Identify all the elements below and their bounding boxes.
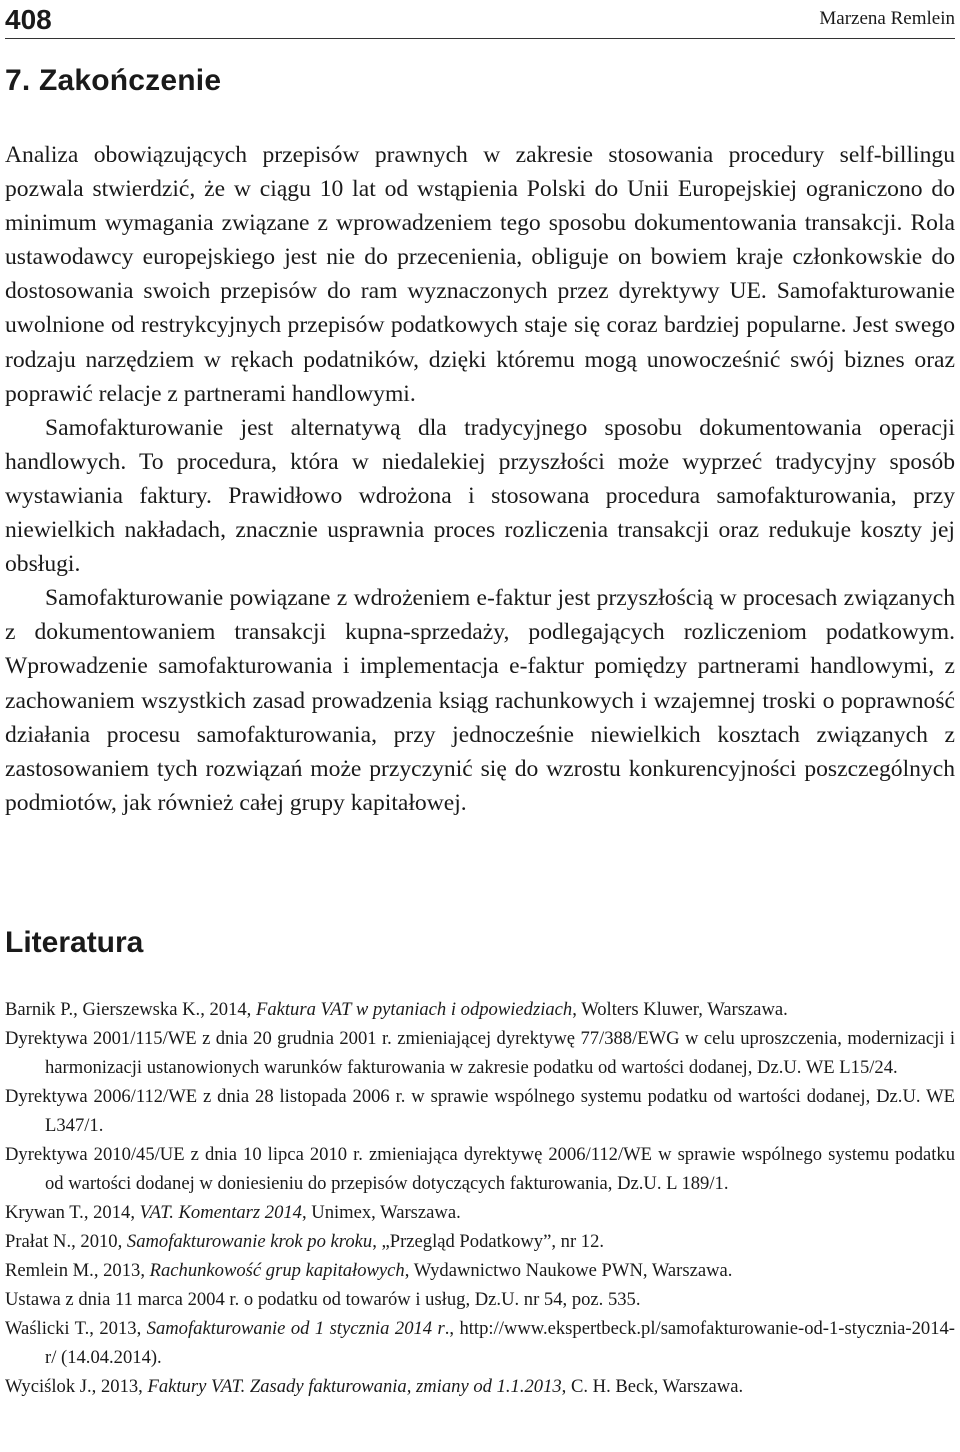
reference-text: ., http://www.ekspertbeck.pl/samofakturowanie-od-1-stycznia-2014-r/ (14.04.2014). [45,1318,955,1368]
reference-list [5,995,955,1401]
running-head-author: Marzena Remlein [819,8,955,29]
reference-item [5,1140,955,1198]
reference-item [5,995,955,1024]
paragraph: Samofakturowanie jest alternatywą dla tradycyjnego sposobu dokumentowania operacji handlowych. To procedura, która w niedalekiej przyszłości może wyprzeć tradycyjny sposób wystawiania faktury. Prawidłowo wdrożona i stosowana procedura samofakturowania, przy niewielkich nakładach, znacznie usprawnia proces rozliczenia transakcji oraz redukuje koszty jej obsługi. [5,414,955,578]
reference-item [5,1372,955,1401]
reference-text: Waślicki T., 2013, [5,1318,147,1339]
reference-text: , C. H. Beck, Warszawa. [561,1376,744,1397]
paragraph: Samofakturowanie powiązane z wdrożeniem e-faktur jest przyszłością w procesach związanych z dokumentowaniem transakcji kupna-sprzedaży, podlegających rozliczeniom podatkowym. Wprowadzenie samofakturowania i implementacja e-faktur pomiędzy partnerami handlowymi, z zachowaniem wszystkich zasad prowadzenia ksiąg rachunkowych i wzajemnej troski o poprawność działania procesu samofakturowania, przy jednocześnie niewielkich kosztach związanych z zastosowaniem tych rozwiązań może przyczynić się do wzrostu konkurencyjności poszczególnych podmiotów, jak również całej grupy kapitałowej. [5,585,955,816]
reference-text: , Wolters Kluwer, Warszawa. [572,999,788,1020]
reference-item [5,1314,955,1372]
page-header [5,0,955,39]
reference-text: , Unimex, Warszawa. [301,1202,461,1223]
page-number: 408 [5,4,52,35]
reference-item [5,1285,955,1314]
reference-item [5,1198,955,1227]
reference-text: Prałat N., 2010, [5,1231,127,1252]
reference-text: , Wydawnictwo Naukowe PWN, Warszawa. [404,1260,733,1281]
reference-title: VAT. Komentarz 2014 [139,1202,302,1223]
reference-item [5,1227,955,1256]
paragraph: Analiza obowiązujących przepisów prawnych w zakresie stosowania procedury self-billingu pozwala stwierdzić, że w ciągu 10 lat od wstąpienia Polski do Unii Europejskiej ograniczono do minimum wymagania związane z wprowadzeniem tego sposobu dokumentowania transakcji. Rola ustawodawcy europejskiego jest nie do przecenienia, obliguje on bowiem kraje członkowskie do dostosowania swoich przepisów do ram wyznaczonych przez dyrektywy UE. Samofakturowanie uwolnione od restrykcyjnych przepisów podatkowych staje się coraz bardziej popularne. Jest swego rodzaju narzędziem w rękach podatników, dzięki któremu mogą unowocześnić swój biznes oraz poprawić relacje z partnerami handlowymi. [5,142,955,407]
reference-item [5,1082,955,1140]
reference-text: Ustawa z dnia 11 marca 2004 r. o podatku od towarów i usług, Dz.U. nr 54, poz. 535. [5,1289,641,1310]
literature-heading: Literatura [5,926,144,959]
reference-title: Samofakturowanie od 1 stycznia 2014 r [146,1318,445,1339]
reference-item [5,1024,955,1082]
body-text [5,138,955,820]
reference-text: Barnik P., Gierszewska K., 2014, [5,999,256,1020]
reference-text: Krywan T., 2014, [5,1202,140,1223]
reference-item [5,1256,955,1285]
section-heading: 7. Zakończenie [5,64,222,97]
reference-title: Samofakturowanie krok po kroku [126,1231,373,1252]
reference-text: Remlein M., 2013, [5,1260,150,1281]
reference-title: Faktura VAT w pytaniach i odpowiedziach [255,999,573,1020]
reference-text: Dyrektywa 2001/115/WE z dnia 20 grudnia 2001 r. zmieniającej dyrektywę 77/388/EWG w celu uproszczenia, modernizacji i harmonizacji ustanowionych warunków fakturowania w zakresie podatku od wartości dodanej, Dz.U. WE L15/24. [5,1028,955,1078]
reference-title: Faktury VAT. Zasady fakturowania, zmiany od 1.1.2013 [147,1376,562,1397]
reference-text: Dyrektywa 2010/45/UE z dnia 10 lipca 2010 r. zmieniająca dyrektywę 2006/112/WE w sprawie wspólnego systemu podatku od wartości dodanej w doniesieniu do przepisów dotyczących fakturowania, Dz.U. L 189/1. [5,1144,955,1194]
reference-text: , „Przegląd Podatkowy”, nr 12. [372,1231,605,1252]
reference-title: Rachunkowość grup kapitałowych [149,1260,405,1281]
reference-text: Dyrektywa 2006/112/WE z dnia 28 listopada 2006 r. w sprawie wspólnego systemu podatku od wartości dodanej, Dz.U. WE L347/1. [5,1086,955,1136]
reference-text: Wyciślok J., 2013, [5,1376,148,1397]
